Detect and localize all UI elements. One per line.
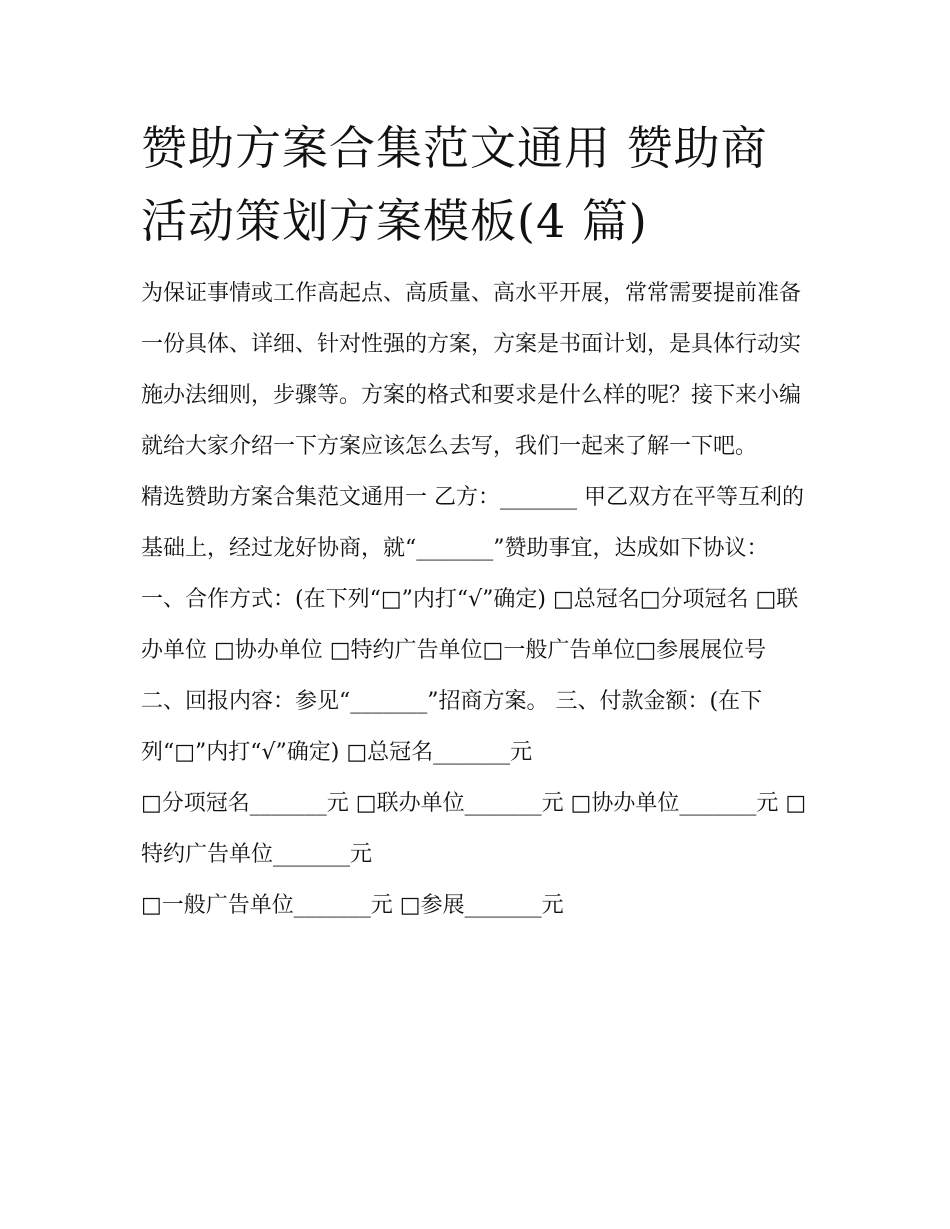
return-and-payment-paragraph: 二、回报内容：参见“_______”招商方案。 三、付款金额：(在下列“□”内打“√”确定) □总冠名_______元 (141, 689, 763, 765)
document-title: 赞助方案合集范文通用 赞助商活动策划方案模板(4 篇) (141, 121, 768, 248)
intro-paragraph: 为保证事情或工作高起点、高质量、高水平开展，常常需要提前准备一份具体、详细、针对性强的方案，方案是书面计划，是具体行动实施办法细则，步骤等。方案的格式和要求是什么样的呢？接下来小编就给大家介绍一下方案应该怎么去写，我们一起来了解一下吧。 (141, 281, 802, 459)
document-page (141, 112, 813, 931)
payment-items-paragraph: □分项冠名_______元 □联办单位_______元 □协办单位_______元 □特约广告单位_______元 (141, 791, 807, 867)
cooperation-method-paragraph: 一、合作方式：(在下列“□”内打“√”确定) □总冠名□分项冠名 □联办单位 □协办单位 □特约广告单位□一般广告单位□参展展位号 (141, 587, 799, 663)
payment-items-paragraph-2: □一般广告单位_______元 □参展_______元 (141, 893, 564, 918)
agreement-paragraph: 精选赞助方案合集范文通用一 乙方：_______ 甲乙双方在平等互利的基础上，经过龙好协商，就“_______”赞助事宜，达成如下协议： (141, 485, 804, 561)
